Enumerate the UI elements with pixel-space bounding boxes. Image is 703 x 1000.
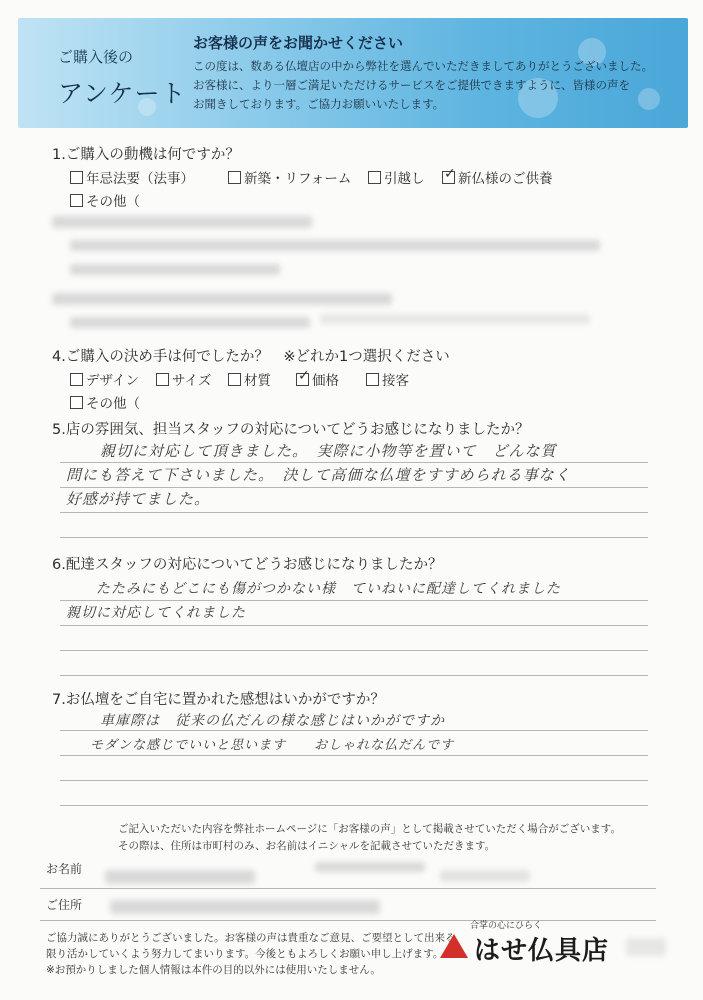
answer-line [60, 537, 648, 538]
checkbox-icon [228, 373, 241, 386]
redacted-age [440, 870, 530, 882]
intro-line: お聞きしております。ご協力お願いいたします。 [193, 97, 445, 111]
answer-line [60, 650, 648, 651]
q4-other[interactable]: その他（ [70, 392, 140, 412]
answer-line [60, 625, 648, 626]
footer-note: ご協力誠にありがとうございました。お客様の声は貴重なご意見、ご要望として出来る [46, 932, 456, 944]
checkbox-icon [70, 194, 83, 207]
footer-note: ※お預かりしました個人情報は本件の目的以外には使用いたしません。 [46, 964, 381, 976]
q6-answer-line: たたみにもどこにも傷がつかない様 ていねいに配達してくれました [96, 581, 561, 597]
q1-option[interactable]: 新築・リフォーム [228, 167, 351, 187]
question-1-title: 1.ご購入の動機は何ですか？ [52, 147, 240, 163]
q4-option[interactable]: 材質 [228, 369, 271, 389]
answer-line [60, 512, 648, 513]
q7-answer-line: モダンな感じでいいと思います おしゃれな仏だんです [90, 738, 455, 753]
q5-answer-line: 親切に対応して頂きました。 実際に小物等を置いて どんな質 [100, 442, 557, 460]
publish-note: その際は、住所は市町村のみ、お名前はイニシャルを記載させていただきます。 [118, 840, 496, 852]
q5-answer-line: 好感が持てました。 [66, 490, 211, 508]
q1-option-checked[interactable]: ✓ 新仏様のご供養 [444, 166, 553, 187]
address-label: ご住所 [46, 898, 83, 912]
logo-tagline: 合掌の心にひらく [470, 921, 543, 931]
q1-other[interactable]: その他（ [70, 190, 140, 210]
checkbox-icon [70, 171, 83, 184]
redacted-name [105, 870, 255, 884]
redacted-kana [315, 862, 425, 872]
answer-line [60, 462, 648, 463]
redacted-handwriting [320, 314, 590, 324]
redacted-stamp [626, 938, 666, 956]
redacted-question-2 [52, 216, 312, 228]
answer-line [60, 600, 648, 601]
header-banner [18, 18, 688, 128]
name-label: お名前 [46, 862, 83, 876]
redacted-options [70, 264, 280, 275]
question-6-title: 6.配達スタッフの対応についてどうお感じになりましたか？ [52, 557, 443, 573]
question-7-title: 7.お仏壇をご自宅に置かれた感想はいかがですか？ [52, 692, 385, 708]
intro-line: この度は、数ある仏壇店の中から弊社を選んでいただきましてありがとうございました。 [193, 59, 653, 73]
logo-mark-icon [440, 934, 468, 958]
q5-answer-line: 問にも答えて下さいました。 決して高価な仏壇をすすめられる事なく [66, 466, 571, 484]
q7-answer-line: 車庫際は 従来の仏だんの様な感じはいかがですか [100, 713, 445, 729]
checkbox-icon [368, 171, 381, 184]
logo-name: はせ仏具店 [474, 936, 610, 966]
header-subtitle: ご購入後の [58, 48, 134, 66]
q4-option[interactable]: デザイン [70, 369, 139, 389]
question-5-title: 5.店の雰囲気、担当スタッフの対応についてどうお感じになりましたか？ [52, 422, 530, 438]
checked-checkbox-icon: ✓ [444, 166, 456, 182]
header-title: アンケート [58, 79, 187, 108]
checkbox-icon [366, 373, 379, 386]
q1-option[interactable]: 引越し [368, 167, 425, 187]
question-4-title: 4.ご購入の決め手は何でしたか？ ※どれか1つ選択ください [52, 349, 450, 365]
checkbox-icon [70, 373, 83, 386]
checkbox-icon [70, 396, 83, 409]
answer-line [60, 805, 648, 806]
checked-checkbox-icon: ✓ [298, 368, 310, 384]
q4-option[interactable]: 接客 [366, 369, 409, 389]
checkbox-icon [156, 373, 169, 386]
q4-option-checked[interactable]: ✓ 価格 [298, 368, 339, 389]
address-line [40, 920, 656, 921]
publish-note: ご記入いただいた内容を弊社ホームページに「お客様の声」として掲載させていただく場合がございます。 [118, 823, 621, 835]
intro-title: お客様の声をお聞かせください [193, 34, 404, 52]
q4-option[interactable]: サイズ [156, 369, 211, 389]
redacted-question-3 [52, 293, 392, 305]
q6-answer-line: 親切に対応してくれました [66, 605, 246, 621]
answer-line [60, 755, 648, 756]
name-line [40, 888, 656, 889]
redacted-address [110, 900, 380, 914]
redacted-options [70, 240, 600, 251]
answer-line [60, 730, 648, 731]
checkbox-icon [228, 171, 241, 184]
redacted-options [70, 317, 310, 328]
footer-note: 限り活かしていくよう努力してまいります。今後ともよろしくお願い申し上げます。 [46, 948, 444, 960]
answer-line [60, 675, 648, 676]
answer-line [60, 780, 648, 781]
q1-option[interactable]: 年忌法要（法事） [70, 167, 194, 187]
intro-line: お客様に、より一層ご満足いただけるサービスをご提供できますように、皆様の声を [193, 78, 630, 92]
